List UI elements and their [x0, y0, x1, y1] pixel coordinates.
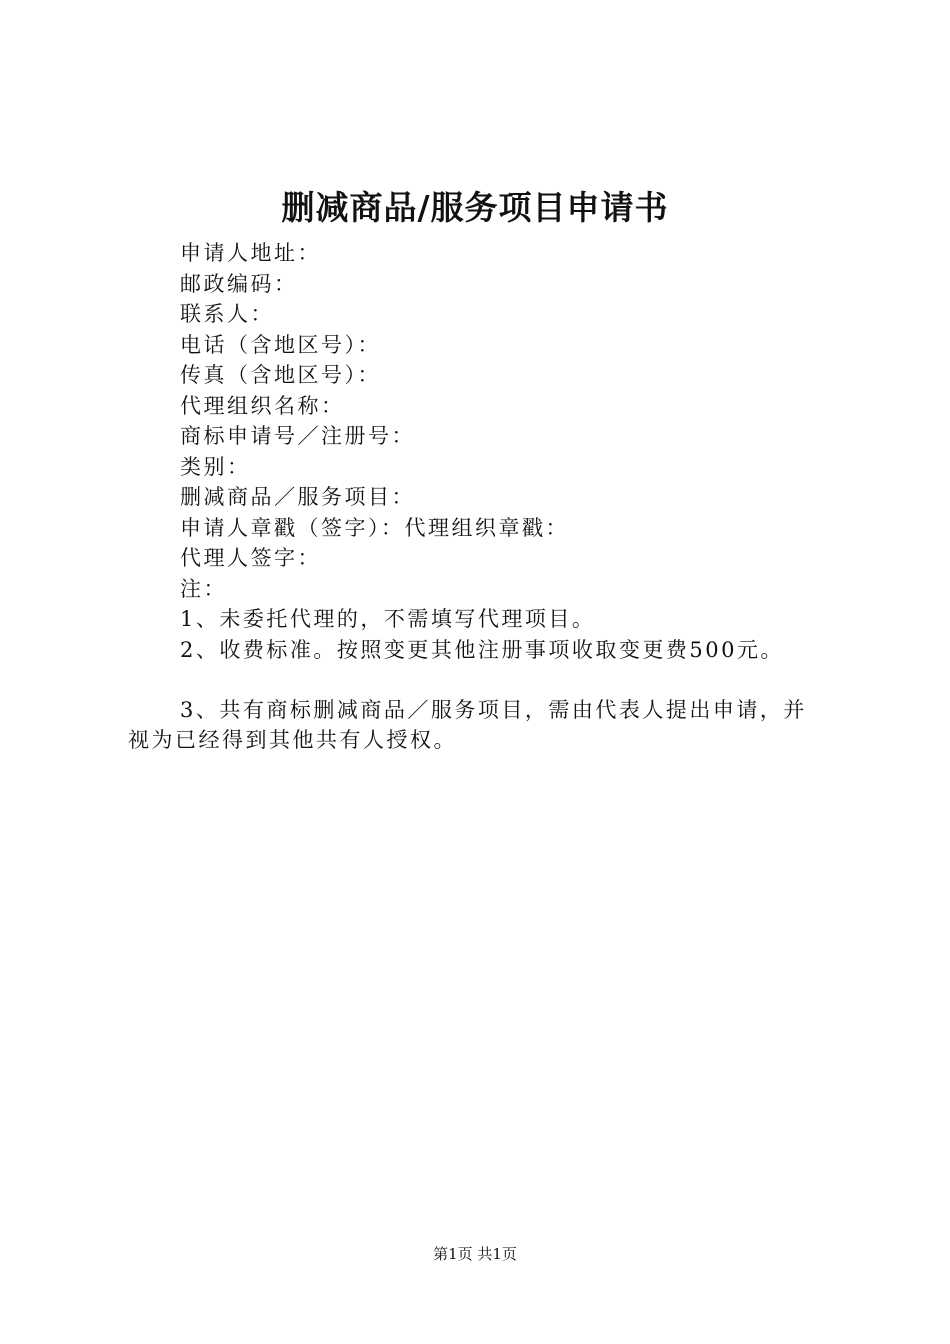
- field-postal-code: 邮政编码：: [180, 271, 298, 296]
- field-seals: 申请人章戳（签字）：代理组织章戳：: [180, 515, 569, 540]
- field-removed-goods-services: 删减商品／服务项目：: [180, 485, 415, 509]
- field-class: 类别：: [180, 454, 251, 479]
- page-footer: 第1页 共1页: [433, 1245, 517, 1263]
- form-field-list: [180, 238, 860, 665]
- field-telephone: 电话（含地区号）：: [180, 332, 381, 357]
- field-agent-signature: 代理人签字：: [180, 546, 321, 570]
- notes-heading: 注：: [180, 576, 227, 601]
- note-item-1: 1、未委托代理的，不需填写代理项目。: [180, 607, 596, 631]
- field-applicant-address: 申请人地址：: [180, 241, 321, 265]
- note-item-2: 2、收费标准。按照变更其他注册事项收取变更费500元。: [180, 637, 784, 662]
- document-title: 删减商品/服务项目申请书: [281, 188, 669, 227]
- field-agency-name: 代理组织名称：: [180, 393, 345, 418]
- field-contact-person: 联系人：: [180, 302, 274, 326]
- note-item-3: 3、共有商标删减商品／服务项目，需由代表人提出申请，并视为已经得到其他共有人授权。: [128, 698, 807, 752]
- field-trademark-number: 商标申请号／注册号：: [180, 424, 415, 448]
- field-fax: 传真（含地区号）：: [180, 363, 381, 387]
